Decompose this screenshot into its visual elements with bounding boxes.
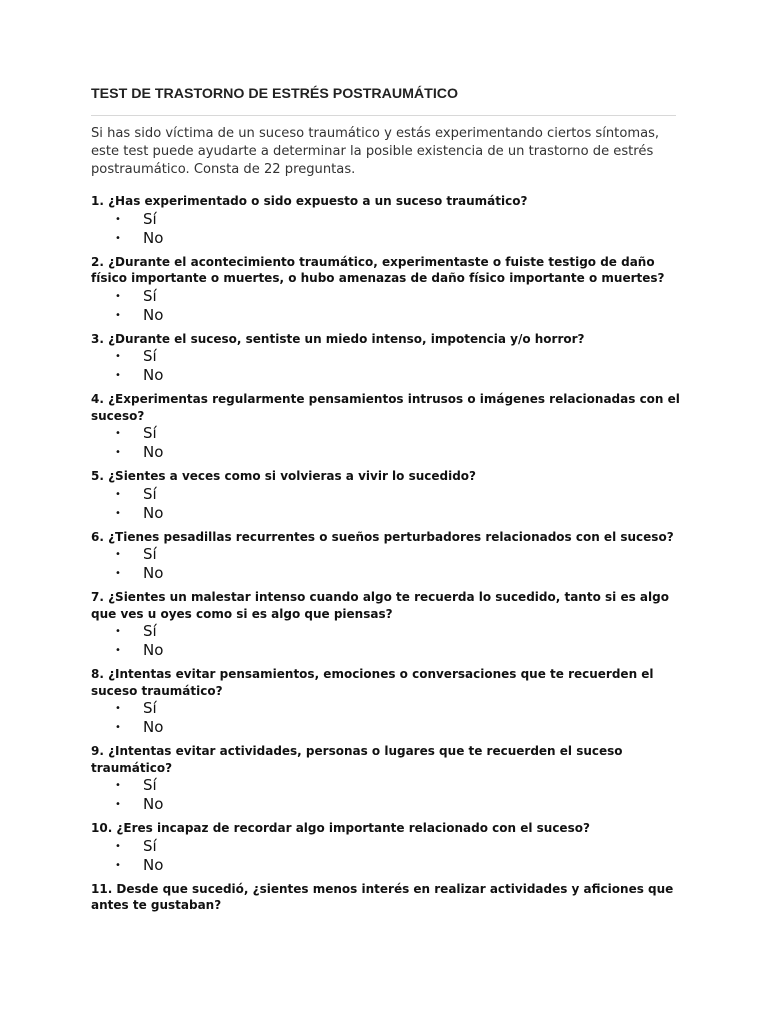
answer-option-yes[interactable] — [91, 485, 681, 504]
bullet-icon: • — [115, 232, 121, 244]
question-6 — [91, 529, 681, 584]
answer-option-label: No — [143, 855, 164, 874]
question-2 — [91, 254, 681, 325]
bullet-icon: • — [115, 213, 121, 225]
bullet-icon: • — [115, 428, 121, 439]
answer-option-label: Sí — [143, 424, 157, 442]
answer-options — [91, 347, 681, 385]
answer-option-yes[interactable] — [91, 545, 681, 564]
question-text: 5. ¿Sientes a veces como si volvieras a vivir lo sucedido? — [91, 469, 477, 483]
answer-options — [91, 424, 681, 462]
question-10 — [91, 820, 681, 875]
bullet-icon: • — [115, 840, 121, 852]
question-3 — [91, 331, 681, 386]
answer-option-no[interactable] — [91, 856, 681, 875]
answer-option-yes[interactable] — [91, 424, 681, 443]
answer-option-label: Sí — [143, 347, 157, 365]
answer-option-label: Sí — [143, 699, 157, 717]
question-text: 2. ¿Durante el acontecimiento traumático, experimentaste o fuiste testigo de daño físico importante o muertes, o hubo amenazas de daño físico importante o muertes? — [91, 254, 665, 285]
answer-option-yes[interactable] — [91, 776, 681, 795]
answer-option-yes[interactable] — [91, 622, 681, 641]
question-1 — [91, 193, 681, 248]
answer-option-yes[interactable] — [91, 210, 681, 229]
answer-option-no[interactable] — [91, 718, 681, 737]
answer-option-yes[interactable] — [91, 837, 681, 856]
answer-option-no[interactable] — [91, 795, 681, 814]
answer-options — [91, 622, 681, 660]
answer-option-no[interactable] — [91, 443, 681, 462]
bullet-icon: • — [115, 549, 121, 560]
answer-option-no[interactable] — [91, 306, 681, 325]
bullet-icon: • — [115, 799, 121, 810]
answer-option-yes[interactable] — [91, 699, 681, 718]
answer-option-label: Sí — [143, 776, 157, 794]
bullet-icon: • — [115, 859, 121, 871]
answer-option-label: No — [143, 366, 164, 384]
bullet-icon: • — [115, 703, 121, 714]
answer-options — [91, 545, 681, 583]
answer-option-label: No — [143, 564, 164, 582]
answer-option-label: Sí — [143, 209, 157, 228]
question-9 — [91, 743, 681, 814]
question-8 — [91, 666, 681, 737]
answer-option-yes[interactable] — [91, 287, 681, 306]
answer-options — [91, 485, 681, 523]
answer-option-no[interactable] — [91, 564, 681, 583]
answer-options — [91, 837, 681, 875]
bullet-icon: • — [115, 351, 121, 362]
bullet-icon: • — [115, 626, 121, 637]
answer-option-no[interactable] — [91, 504, 681, 523]
question-text: 8. ¿Intentas evitar pensamientos, emociones o conversaciones que te recuerden el suceso traumático? — [91, 667, 654, 698]
bullet-icon: • — [115, 722, 121, 733]
question-text: 1. ¿Has experimentado o sido expuesto a un suceso traumático? — [91, 194, 528, 208]
answer-options — [91, 210, 681, 248]
bullet-icon: • — [115, 447, 121, 458]
answer-option-label: Sí — [143, 484, 157, 503]
answer-option-label: No — [143, 718, 164, 736]
answer-option-label: Sí — [143, 545, 157, 563]
answer-option-no[interactable] — [91, 641, 681, 660]
question-5 — [91, 468, 681, 523]
question-text: 3. ¿Durante el suceso, sentiste un miedo intenso, impotencia y/o horror? — [91, 331, 585, 346]
question-11 — [91, 881, 681, 914]
question-text: 6. ¿Tienes pesadillas recurrentes o sueños perturbadores relacionados con el suceso? — [91, 529, 674, 544]
answer-option-label: No — [143, 443, 164, 461]
bullet-icon: • — [115, 290, 121, 302]
question-text: 4. ¿Experimentas regularmente pensamientos intrusos o imágenes relacionadas con el suceso? — [91, 392, 680, 423]
bullet-icon: • — [115, 507, 121, 519]
question-text: 9. ¿Intentas evitar actividades, personas o lugares que te recuerden el suceso traumático? — [91, 744, 623, 775]
question-text: 10. ¿Eres incapaz de recordar algo importante relacionado con el suceso? — [91, 821, 590, 835]
bullet-icon: • — [115, 645, 121, 656]
answer-options — [91, 699, 681, 737]
bullet-icon: • — [115, 780, 121, 791]
answer-option-label: No — [143, 305, 164, 324]
bullet-icon: • — [115, 568, 121, 579]
answer-option-label: No — [143, 795, 164, 813]
answer-option-label: Sí — [143, 836, 157, 855]
page-title: TEST DE TRASTORNO DE ESTRÉS POSTRAUMÁTICO — [91, 86, 459, 102]
intro-paragraph: Si has sido víctima de un suceso traumático y estás experimentando ciertos síntomas, este test puede ayudarte a determinar la posible existencia de un trastorno de estrés postraumático. Consta de 22 preguntas. — [91, 126, 660, 177]
answer-option-label: No — [143, 503, 164, 522]
bullet-icon: • — [115, 309, 121, 321]
answer-option-label: No — [143, 641, 164, 659]
bullet-icon: • — [115, 370, 121, 381]
question-text: 7. ¿Sientes un malestar intenso cuando algo te recuerda lo sucedido, tanto si es algo que ves u oyes como si es algo que piensas? — [91, 590, 669, 621]
answer-option-label: No — [143, 228, 164, 247]
question-text: 11. Desde que sucedió, ¿sientes menos interés en realizar actividades y aficiones que antes te gustaban? — [91, 881, 674, 912]
answer-option-yes[interactable] — [91, 347, 681, 366]
title-divider — [91, 115, 676, 116]
answer-option-label: Sí — [143, 622, 157, 640]
answer-option-no[interactable] — [91, 366, 681, 385]
bullet-icon: • — [115, 488, 121, 500]
question-4 — [91, 391, 681, 462]
answer-options — [91, 776, 681, 814]
answer-option-label: Sí — [143, 286, 157, 305]
answer-option-no[interactable] — [91, 229, 681, 248]
question-list — [91, 193, 681, 914]
question-7 — [91, 589, 681, 660]
answer-options — [91, 287, 681, 325]
